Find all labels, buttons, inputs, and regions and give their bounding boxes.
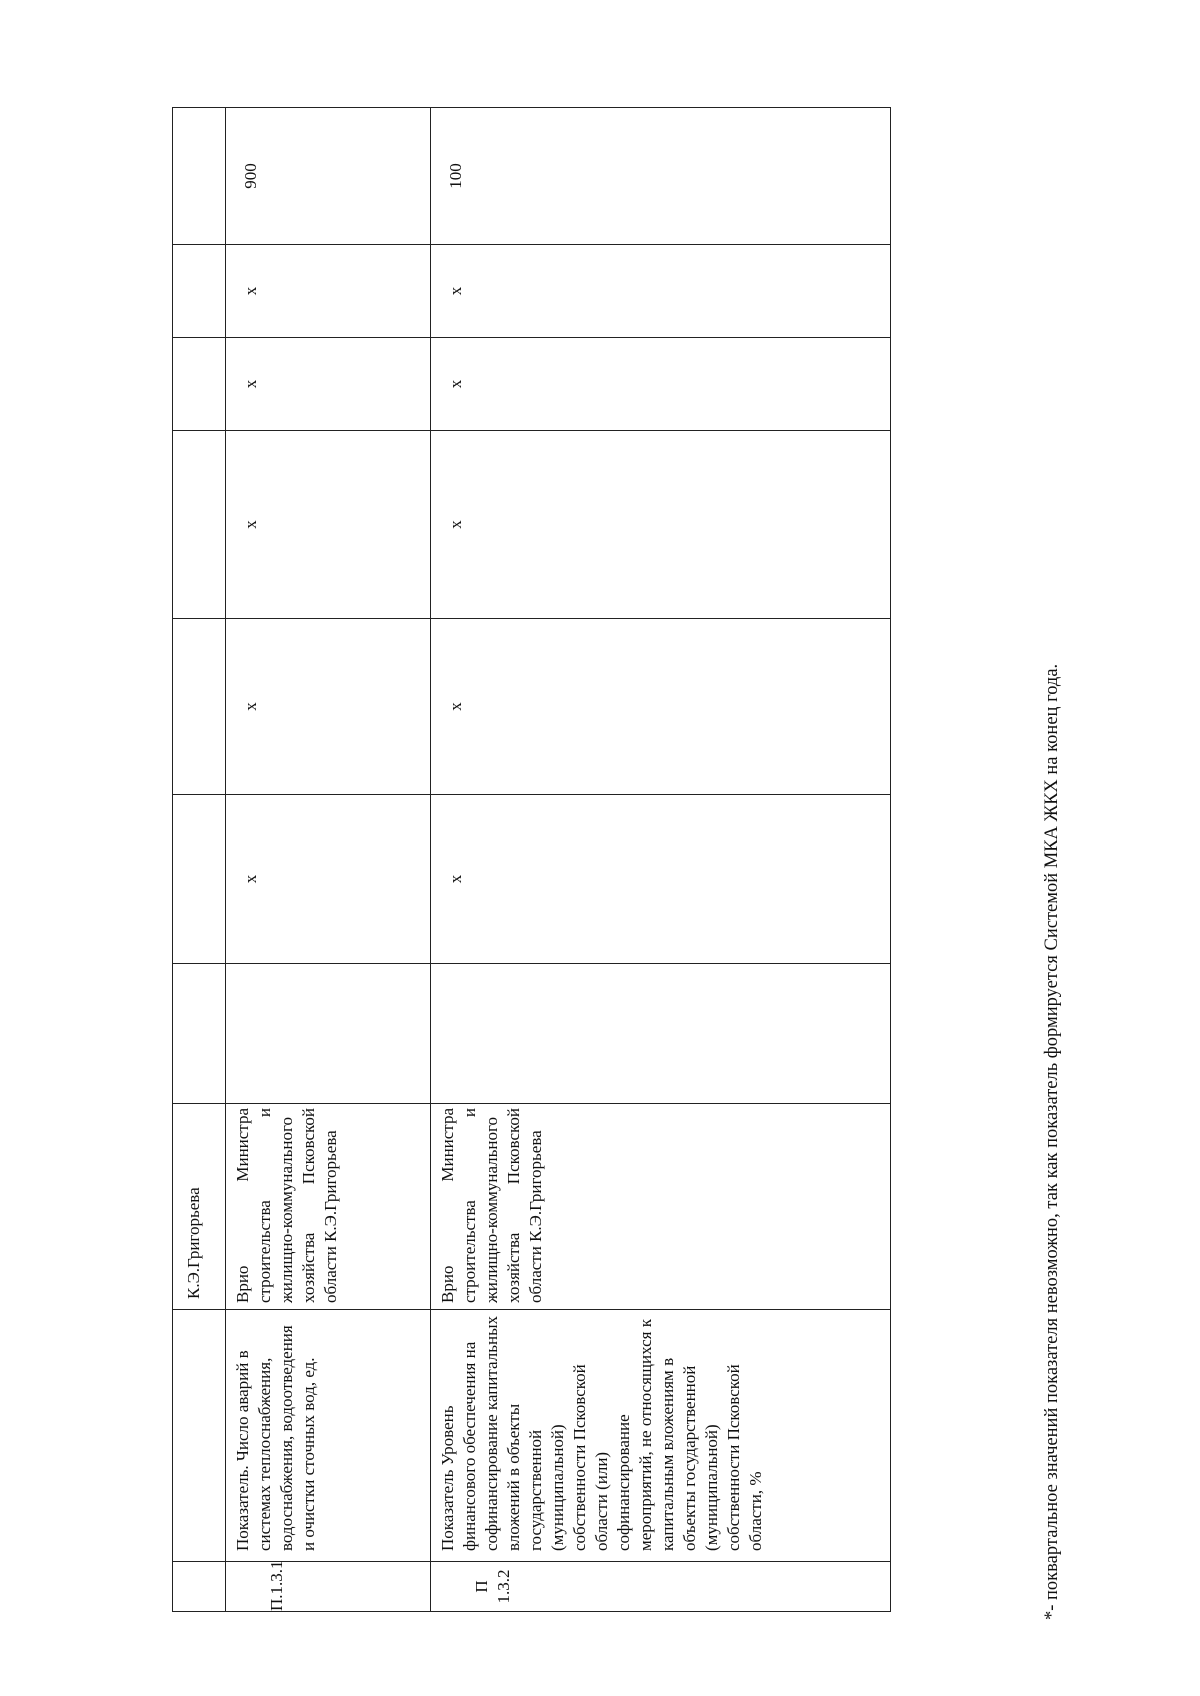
row-id-cell	[431, 1562, 891, 1612]
x-cell	[431, 431, 891, 619]
x-cell	[226, 795, 431, 964]
x-value: х	[241, 286, 260, 296]
x-value: х	[241, 379, 260, 389]
indicators-table	[172, 107, 891, 1612]
prev-cell-6	[173, 619, 226, 795]
x-value: х	[241, 874, 260, 884]
x-cell	[226, 431, 431, 619]
row-id: П.1.3.1	[267, 1560, 286, 1611]
x-cell	[431, 245, 891, 338]
footnote: *- поквартальное значений показателя невозможно, так как показатель формируется Системой МКА ЖКХ на конец года.	[1042, 663, 1062, 1620]
prev-blank-cell	[173, 964, 226, 1104]
prev-id-cell	[173, 1562, 226, 1612]
prev-cell-8	[173, 338, 226, 431]
table-row	[226, 108, 431, 1612]
x-value: х	[446, 520, 465, 529]
x-value: х	[446, 874, 465, 884]
x-value: х	[241, 702, 260, 711]
x-value: х	[446, 286, 465, 296]
row-id: П 1.3.2	[472, 1569, 513, 1604]
x-cell	[431, 619, 891, 795]
indicator-text: Показатель Уровень финансового обеспечения на софинансирование капитальных вложений в объекты государственной (муниципальной) собственности Псковской области (или) софинансирование мероприятий, не относящихся к капитальным вложениям в объекты государственной (муниципальной) собственности Псковской области, %	[438, 1316, 765, 1551]
indicator-cell	[431, 1310, 891, 1562]
prev-cell-9	[173, 245, 226, 338]
indicator-text: Показатель. Число аварий в системах теплоснабжения, водоснабжения, водоотведения и очистки сточных вод, ед.	[233, 1325, 318, 1551]
prev-cell-5	[173, 795, 226, 964]
blank-cell	[431, 964, 891, 1104]
value-cell	[431, 108, 891, 245]
x-cell	[431, 338, 891, 431]
value-text: 900	[241, 163, 260, 189]
responsible-text: Врио Министра строительства и жилищно-коммунального хозяйства Псковской области К.Э.Григорьева	[233, 1108, 340, 1303]
responsible-text: Врио Министра строительства и жилищно-коммунального хозяйства Псковской области К.Э.Григорьева	[438, 1108, 545, 1303]
x-cell	[226, 619, 431, 795]
value-cell	[226, 108, 431, 245]
prev-indicator-cell	[173, 1310, 226, 1562]
value-text: 100	[446, 163, 465, 189]
x-value: х	[241, 520, 260, 529]
rotated-landscape-content	[172, 108, 1082, 1620]
blank-cell	[226, 964, 431, 1104]
prev-responsible-cell	[173, 1104, 226, 1310]
x-value: х	[446, 379, 465, 389]
row-id-cell	[226, 1562, 431, 1612]
table-row	[431, 108, 891, 1612]
responsible-cell	[226, 1104, 431, 1310]
prev-cell-10	[173, 108, 226, 245]
indicator-cell	[226, 1310, 431, 1562]
x-cell	[226, 245, 431, 338]
prev-responsible-text: К.Э.Григорьева	[184, 1187, 203, 1299]
prev-cell-7	[173, 431, 226, 619]
table-row-previous	[173, 108, 226, 1612]
x-cell	[431, 795, 891, 964]
x-cell	[226, 338, 431, 431]
responsible-cell	[431, 1104, 891, 1310]
x-value: х	[446, 702, 465, 711]
